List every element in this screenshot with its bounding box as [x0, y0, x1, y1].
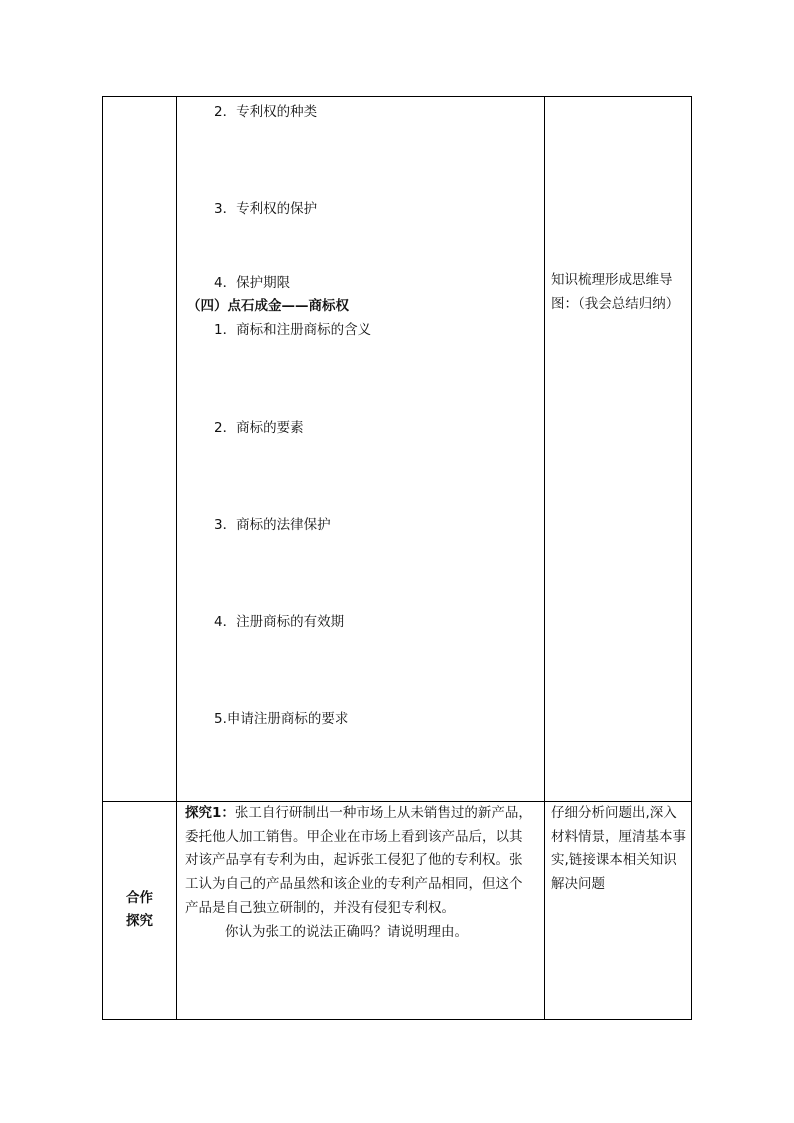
analysis-note-line: 实,链接课本相关知识: [551, 852, 677, 869]
inquiry-label: 探究1：: [185, 805, 235, 821]
lesson-table: [102, 96, 692, 1020]
mindmap-note: [551, 269, 689, 316]
mindmap-note-line: 图：（我会总结归纳）: [551, 295, 680, 312]
column-divider-2: [544, 97, 545, 1019]
trademark-item-3: 3．商标的法律保护: [214, 517, 331, 533]
patent-item-4: 4．保护期限: [214, 275, 291, 291]
trademark-heading: （四）点石成金——商标权: [187, 298, 349, 314]
trademark-item-1: 1．商标和注册商标的含义: [214, 322, 372, 338]
trademark-item-5: 5.申请注册商标的要求: [214, 711, 349, 727]
inquiry-text: 张工自行研制出一种市场上从未销售过的新产品，: [234, 805, 532, 821]
inquiry-paragraph: [185, 802, 540, 944]
inquiry-line: 工认为自己的产品虽然和该企业的专利产品相同，但这个: [185, 876, 523, 893]
trademark-item-2: 2．商标的要素: [214, 420, 304, 436]
analysis-note-line: 材料情景，厘清基本事: [551, 828, 686, 845]
analysis-note: [551, 802, 689, 897]
inquiry-question: 你认为张工的说法正确吗？请说明理由。: [225, 923, 468, 940]
inquiry-line: [185, 802, 540, 826]
patent-item-2: 2．专利权的种类: [214, 104, 318, 120]
inquiry-line: 对该产品享有专利为由，起诉张工侵犯了他的专利权。张: [185, 852, 523, 869]
inquiry-line: 产品是自己独立研制的，并没有侵犯专利权。: [185, 899, 455, 916]
analysis-note-line: 解决问题: [551, 876, 605, 893]
label-line: 探究: [126, 913, 153, 929]
trademark-item-4: 4．注册商标的有效期: [214, 614, 345, 630]
inquiry-line: 委托他人加工销售。甲企业在市场上看到该产品后，以其: [185, 828, 523, 845]
analysis-note-line: 仔细分析问题出,深入: [551, 805, 677, 821]
patent-item-3: 3．专利权的保护: [214, 201, 318, 217]
column-divider-1: [176, 97, 177, 1019]
label-line: 合作: [126, 890, 153, 906]
mindmap-note-line: 知识梳理形成思维导: [551, 272, 673, 288]
cooperative-inquiry-label: [103, 887, 176, 933]
